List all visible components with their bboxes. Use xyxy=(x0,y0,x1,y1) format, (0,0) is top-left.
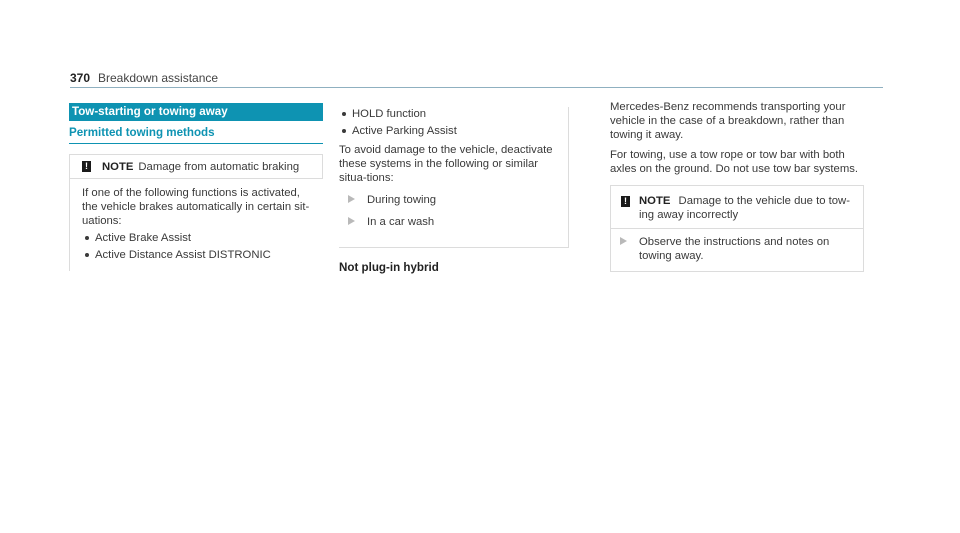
subheading: Permitted towing methods xyxy=(69,126,323,144)
step-text: In a car wash xyxy=(367,216,435,228)
list-item: Active Brake Assist xyxy=(82,231,315,245)
arrow-right-icon xyxy=(348,217,355,225)
arrow-right-icon xyxy=(348,195,355,203)
warning-exclamation-icon: ! xyxy=(621,196,630,207)
bullet-list xyxy=(339,107,568,138)
paragraph: For towing, use a tow rope or tow bar with both axles on the ground. Do not use tow bar systems. xyxy=(610,149,859,175)
column-3 xyxy=(610,100,864,272)
column-2 xyxy=(339,107,569,275)
note-continuation-box xyxy=(339,107,569,248)
note-box xyxy=(610,185,864,272)
step-list xyxy=(611,235,863,263)
note-label: NOTE xyxy=(102,161,134,173)
note-text: Damage to the vehicle due to tow-ing away incorrectly xyxy=(639,195,850,221)
note-label: NOTE xyxy=(639,195,671,207)
step-text: During towing xyxy=(367,194,437,206)
step-item xyxy=(611,235,863,263)
note-header xyxy=(70,154,323,179)
subtitle: Not plug-in hybrid xyxy=(339,261,439,274)
section-heading: Tow-starting or towing away xyxy=(69,103,323,121)
bullet-list xyxy=(82,231,315,262)
note-body-text: If one of the following functions is activated, the vehicle brakes automatically in certain sit-uations: xyxy=(82,187,310,227)
note-text-wrap xyxy=(639,194,855,222)
arrow-right-icon xyxy=(620,237,627,245)
instruction-text: To avoid damage to the vehicle, deactivate these systems in the following or similar situa-tions: xyxy=(339,144,553,184)
section-title: Breakdown assistance xyxy=(98,71,219,85)
page-number: 370 xyxy=(70,71,91,85)
warning-exclamation-icon: ! xyxy=(82,161,91,172)
list-item: HOLD function xyxy=(339,107,568,121)
step-item xyxy=(339,193,568,207)
list-item: Active Parking Assist xyxy=(339,124,568,138)
paragraph: Mercedes-Benz recommends transporting your vehicle in the case of a breakdown, rather than towing it away. xyxy=(610,101,846,141)
note-body xyxy=(70,179,323,271)
note-header xyxy=(611,186,863,229)
column-1 xyxy=(69,103,323,271)
step-item xyxy=(339,215,568,229)
step-text: Observe the instructions and notes on towing away. xyxy=(639,236,830,262)
list-item: Active Distance Assist DISTRONIC xyxy=(82,248,315,262)
step-list xyxy=(339,193,568,229)
note-text: Damage from automatic braking xyxy=(138,161,300,173)
header-divider xyxy=(70,87,883,88)
note-box xyxy=(69,154,323,271)
